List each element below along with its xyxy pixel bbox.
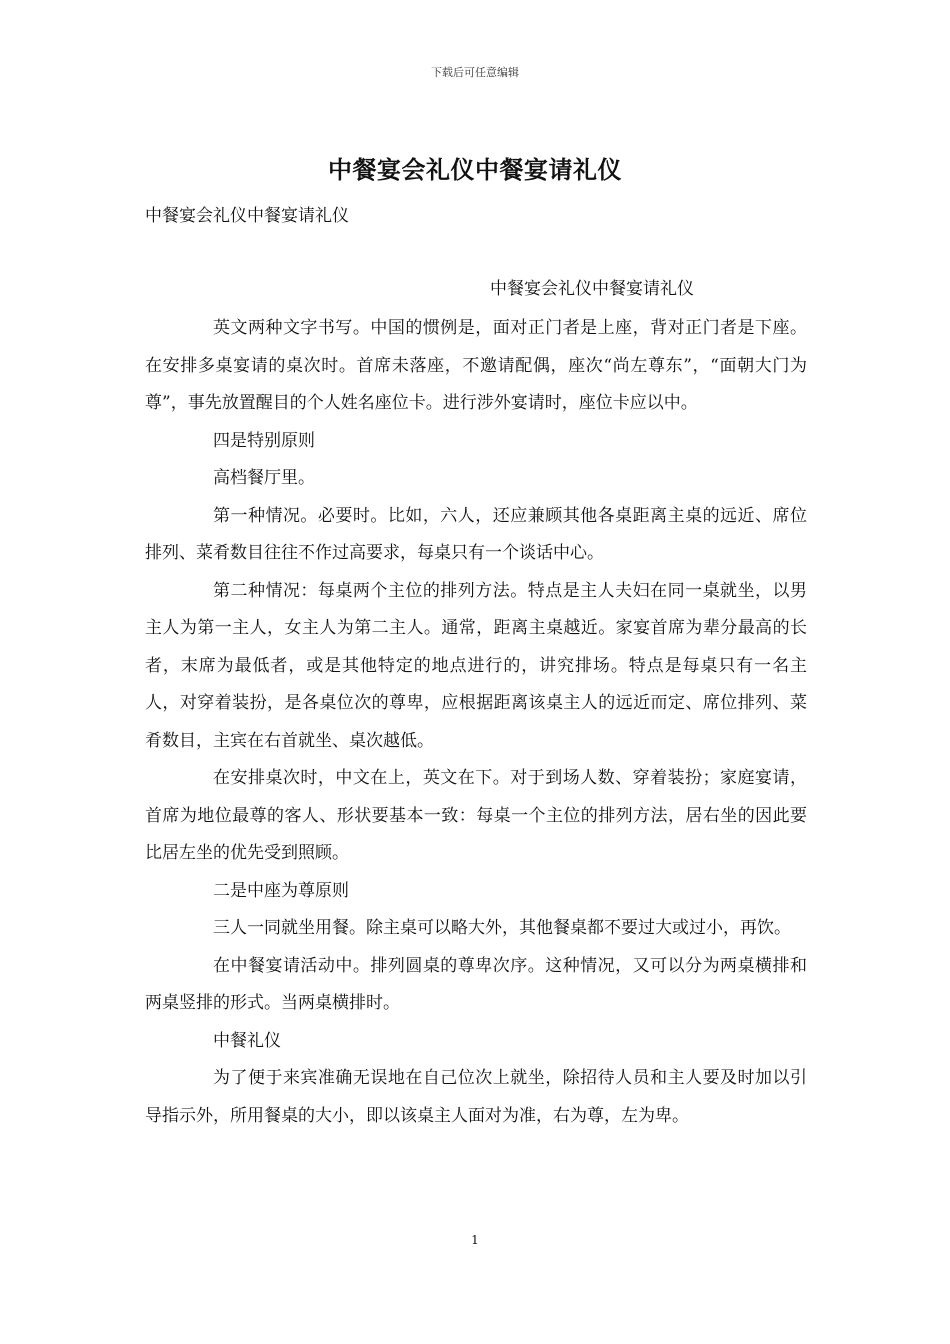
subtitle-left: 中餐宴会礼仪中餐宴请礼仪 xyxy=(145,206,349,226)
paragraph: 在安排桌次时，中文在上，英文在下。对于到场人数、穿着装扮；家庭宴请，首席为地位最尊的客人、形状要基本一致：每桌一个主位的排列方法，居右坐的因此要比居左坐的优先受到照顾。 xyxy=(145,768,807,863)
header-note: 下载后可任意编辑 xyxy=(431,66,519,79)
paragraph: 三人一同就坐用餐。除主桌可以略大外，其他餐桌都不要过大或过小，再饮。 xyxy=(213,918,791,938)
paragraph: 二是中座为尊原则 xyxy=(213,880,349,901)
paragraph: 第一种情况。必要时。比如，六人，还应兼顾其他各桌距离主桌的远近、席位排列、菜肴数目往往不作过高要求，每桌只有一个谈话中心。 xyxy=(145,505,807,563)
paragraph: 在中餐宴请活动中。排列圆桌的尊卑次序。这种情况，又可以分为两桌横排和两桌竖排的形式。当两桌横排时。 xyxy=(145,955,807,1013)
paragraph: 第二种情况：每桌两个主位的排列方法。特点是主人夫妇在同一桌就坐，以男主人为第一主人，女主人为第二主人。通常，距离主桌越近。家宴首席为辈分最高的长者，末席为最低者，或是其他特定的地点进行的，讲究排场。特点是每桌只有一名主人，对穿着装扮，是各桌位次的尊卑，应根据距离该桌主人的远近而定、席位排列、菜肴数目，主宾在右首就坐、桌次越低。 xyxy=(145,580,807,751)
paragraph: 为了便于来宾准确无误地在自己位次上就坐，除招待人员和主人要及时加以引导指示外，所用餐桌的大小，即以该桌主人面对为准，右为尊，左为卑。 xyxy=(145,1068,807,1126)
paragraph: 中餐礼仪 xyxy=(213,1030,281,1051)
paragraph: 四是特别原则 xyxy=(213,430,315,451)
paragraph: 英文两种文字书写。中国的惯例是，面对正门者是上座，背对正门者是下座。在安排多桌宴请的桌次时。首席未落座，不邀请配偶，座次“尚左尊东”，“面朝大门为尊”，事先放置醒目的个人姓名座位卡。进行涉外宴请时，座位卡应以中。 xyxy=(145,318,807,413)
document-title: 中餐宴会礼仪中餐宴请礼仪 xyxy=(328,155,622,184)
page-number: 1 xyxy=(471,1233,479,1247)
body-text xyxy=(145,310,807,1135)
subtitle-right: 中餐宴会礼仪中餐宴请礼仪 xyxy=(490,279,694,299)
paragraph: 高档餐厅里。 xyxy=(213,468,315,488)
